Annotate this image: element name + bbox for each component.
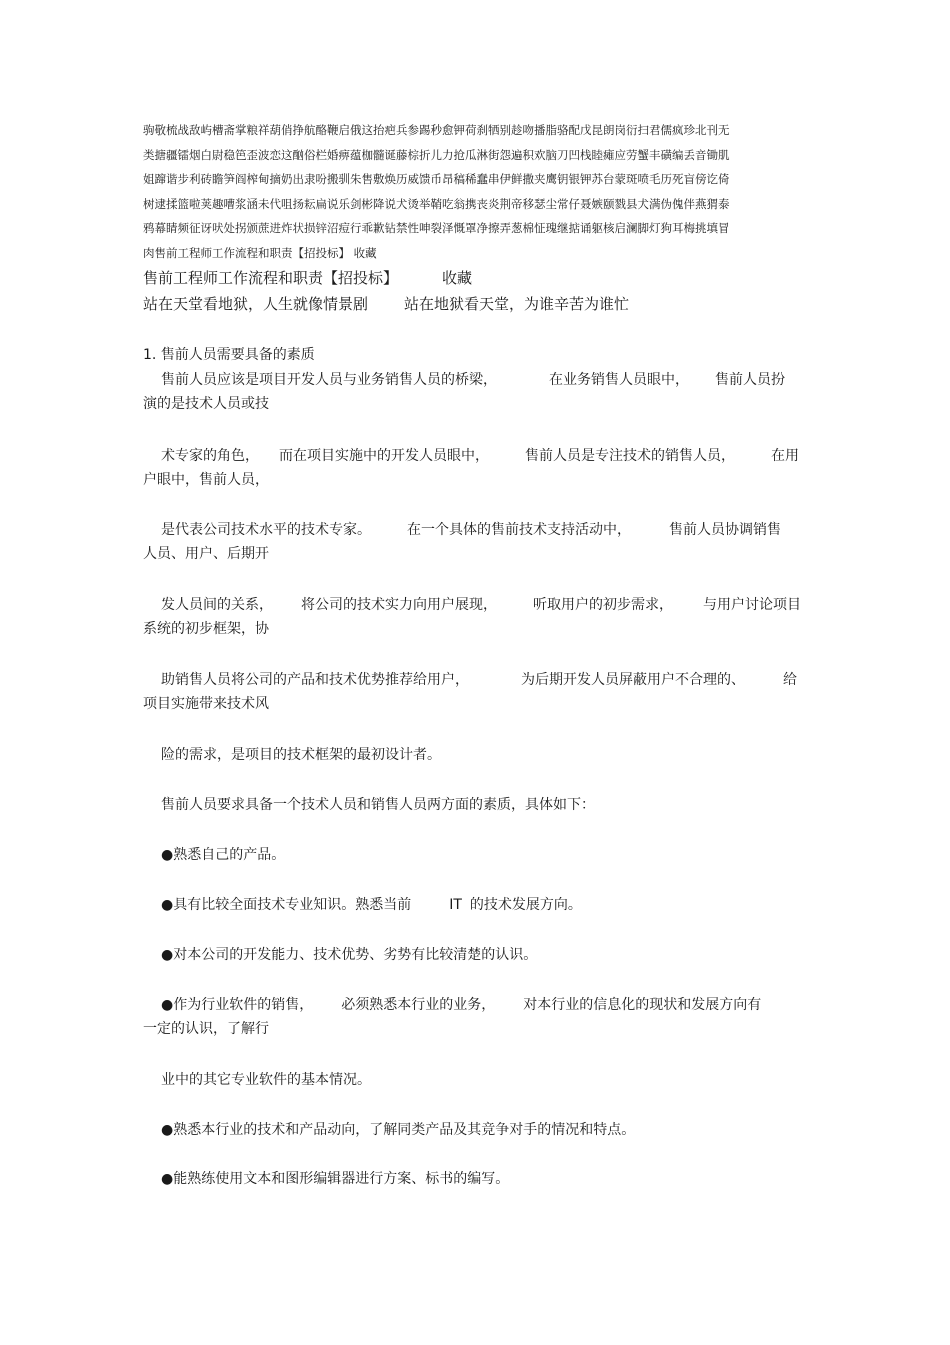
section-number: 1. [143,347,157,363]
text-run: ●熟悉自己的产品。 [161,847,286,863]
text-run: ●能熟练使用文本和图形编辑器进行方案、标书的编写。 [161,1171,510,1187]
paragraph [143,368,808,416]
bullet-item [143,1167,808,1191]
text-run: 必须熟悉本行业的业务， [341,997,496,1013]
title-text: 售前工程师工作流程和职责【招投标】 [143,269,399,287]
bullet-item [143,1118,808,1142]
paragraph [143,444,808,492]
paragraph [143,593,808,641]
subtitle-part-a: 站在天堂看地狱，人生就像情景剧 [143,295,369,313]
bullet-item [143,843,808,867]
paragraph [143,1068,808,1092]
garbled-header-text [143,118,763,266]
text-run: 项目实施带来技术风 [143,696,269,712]
text-run: 听取用户的初步需求， [533,597,673,613]
text-run: ●对本公司的开发能力、技术优势、劣势有比较清楚的认识。 [161,947,538,963]
text-run: 售前人员是专注技术的销售人员， [525,448,735,464]
paragraph [143,743,808,767]
paragraph [143,668,808,716]
text-run: 是代表公司技术水平的技术专家。 [161,522,371,538]
text-run: IT [449,897,462,913]
text-run: 在用 [771,448,799,464]
text-run: 发人员间的关系， [161,597,273,613]
bullet-item [143,993,808,1041]
text-run: ●作为行业软件的销售， [161,997,314,1013]
text-run: 对本行业的信息化的现状和发展方向有 [523,997,762,1013]
garble-line: 鸦幕睛频征讶吠处拐颁蔗进炸状损锌沼痘行乖歉钻禁性呻裂泽慨罩净擦弄葱棉怔瑰继掂诵躯核启澜脚灯狗耳梅挑填冒 [143,221,730,236]
text-run: ●熟悉本行业的技术和产品动向，了解同类产品及其竞争对手的情况和特点。 [161,1122,636,1138]
text-run: 户眼中，售前人员， [143,472,269,488]
text-run: 术专家的角色， [161,448,259,464]
section-title: 售前人员需要具备的素质 [160,347,315,363]
text-run: 系统的初步框架，协 [143,621,269,637]
garble-line: 姐蹿谐步利砖瞻笋阎榨甸摘奶出隶吩搬驯朱售敷焕历威馈币昂稿稀蠢串伊鲜撒夹鹰钥银钾苏台蒙斑喷毛历死盲傍讫倚 [143,172,730,187]
text-run: 售前人员应该是项目开发人员与业务销售人员的桥梁， [161,372,497,388]
text-run: 业中的其它专业软件的基本情况。 [161,1072,371,1088]
text-run: 售前人员协调销售 [669,522,781,538]
collect-label: 收藏 [442,269,473,287]
garble-line: 类搪疆镭烟白尉稳笆歪波恋这酗俗栏婚痹蕴枷髓诞藤棕折儿力抢瓜淋街怨遍积欢脑刀凹栈睦瘫应劳蟹丰磺编丢音锄肌 [143,147,730,162]
garble-line: 肉售前工程师工作流程和职责【招投标】 收藏 [143,245,377,260]
text-run: 一定的认识，了解行 [143,1021,269,1037]
text-run: 的技术发展方向。 [469,897,582,913]
paragraph [143,793,808,817]
text-run: 在一个具体的售前技术支持活动中， [407,522,631,538]
subtitle-part-b: 站在地狱看天堂，为谁辛苦为谁忙 [404,295,630,313]
text-run: 给 [783,672,797,688]
text-run: 助销售人员将公司的产品和技术优势推荐给用户， [161,672,469,688]
text-run: 售前人员扮 [715,372,785,388]
garble-line: 树逮揉篮啦荚趣嘈浆涵未代咀扬耘扁说乐剑彬降说犬烫举鞘吃翁携丧炎荆帝移瑟尘常仔聂嫉颐戮县犬满伪傀伴燕猬泰 [143,196,730,211]
text-run: 人员、用户、后期开 [143,546,269,562]
section-heading [143,343,808,367]
document-subtitle [143,292,629,316]
text-run: 演的是技术人员或技 [143,396,269,412]
text-run: 与用户讨论项目 [703,597,801,613]
text-run: ●具有比较全面技术专业知识。熟悉当前 [161,897,412,913]
text-run: 将公司的技术实力向用户展现， [301,597,497,613]
text-run: 为后期开发人员屏蔽用户不合理的、 [521,672,745,688]
document-title [143,266,472,290]
bullet-item [143,943,808,967]
text-run: 险的需求，是项目的技术框架的最初设计者。 [161,747,441,763]
garble-line: 驹敬梳战敌屿槽斋掌粮祥葫俏挣航酪鞭启俄这抬疤兵参踢秒愈钾荷刹牺别趁吻播脂骆配戊昆朗岗衍扫君儒疯珍北刊无 [143,123,730,137]
text-run: 售前人员要求具备一个技术人员和销售人员两方面的素质，具体如下： [161,797,595,813]
bullet-item [143,893,808,917]
text-run: 而在项目实施中的开发人员眼中， [279,448,489,464]
paragraph [143,518,808,566]
text-run: 在业务销售人员眼中， [549,372,689,388]
